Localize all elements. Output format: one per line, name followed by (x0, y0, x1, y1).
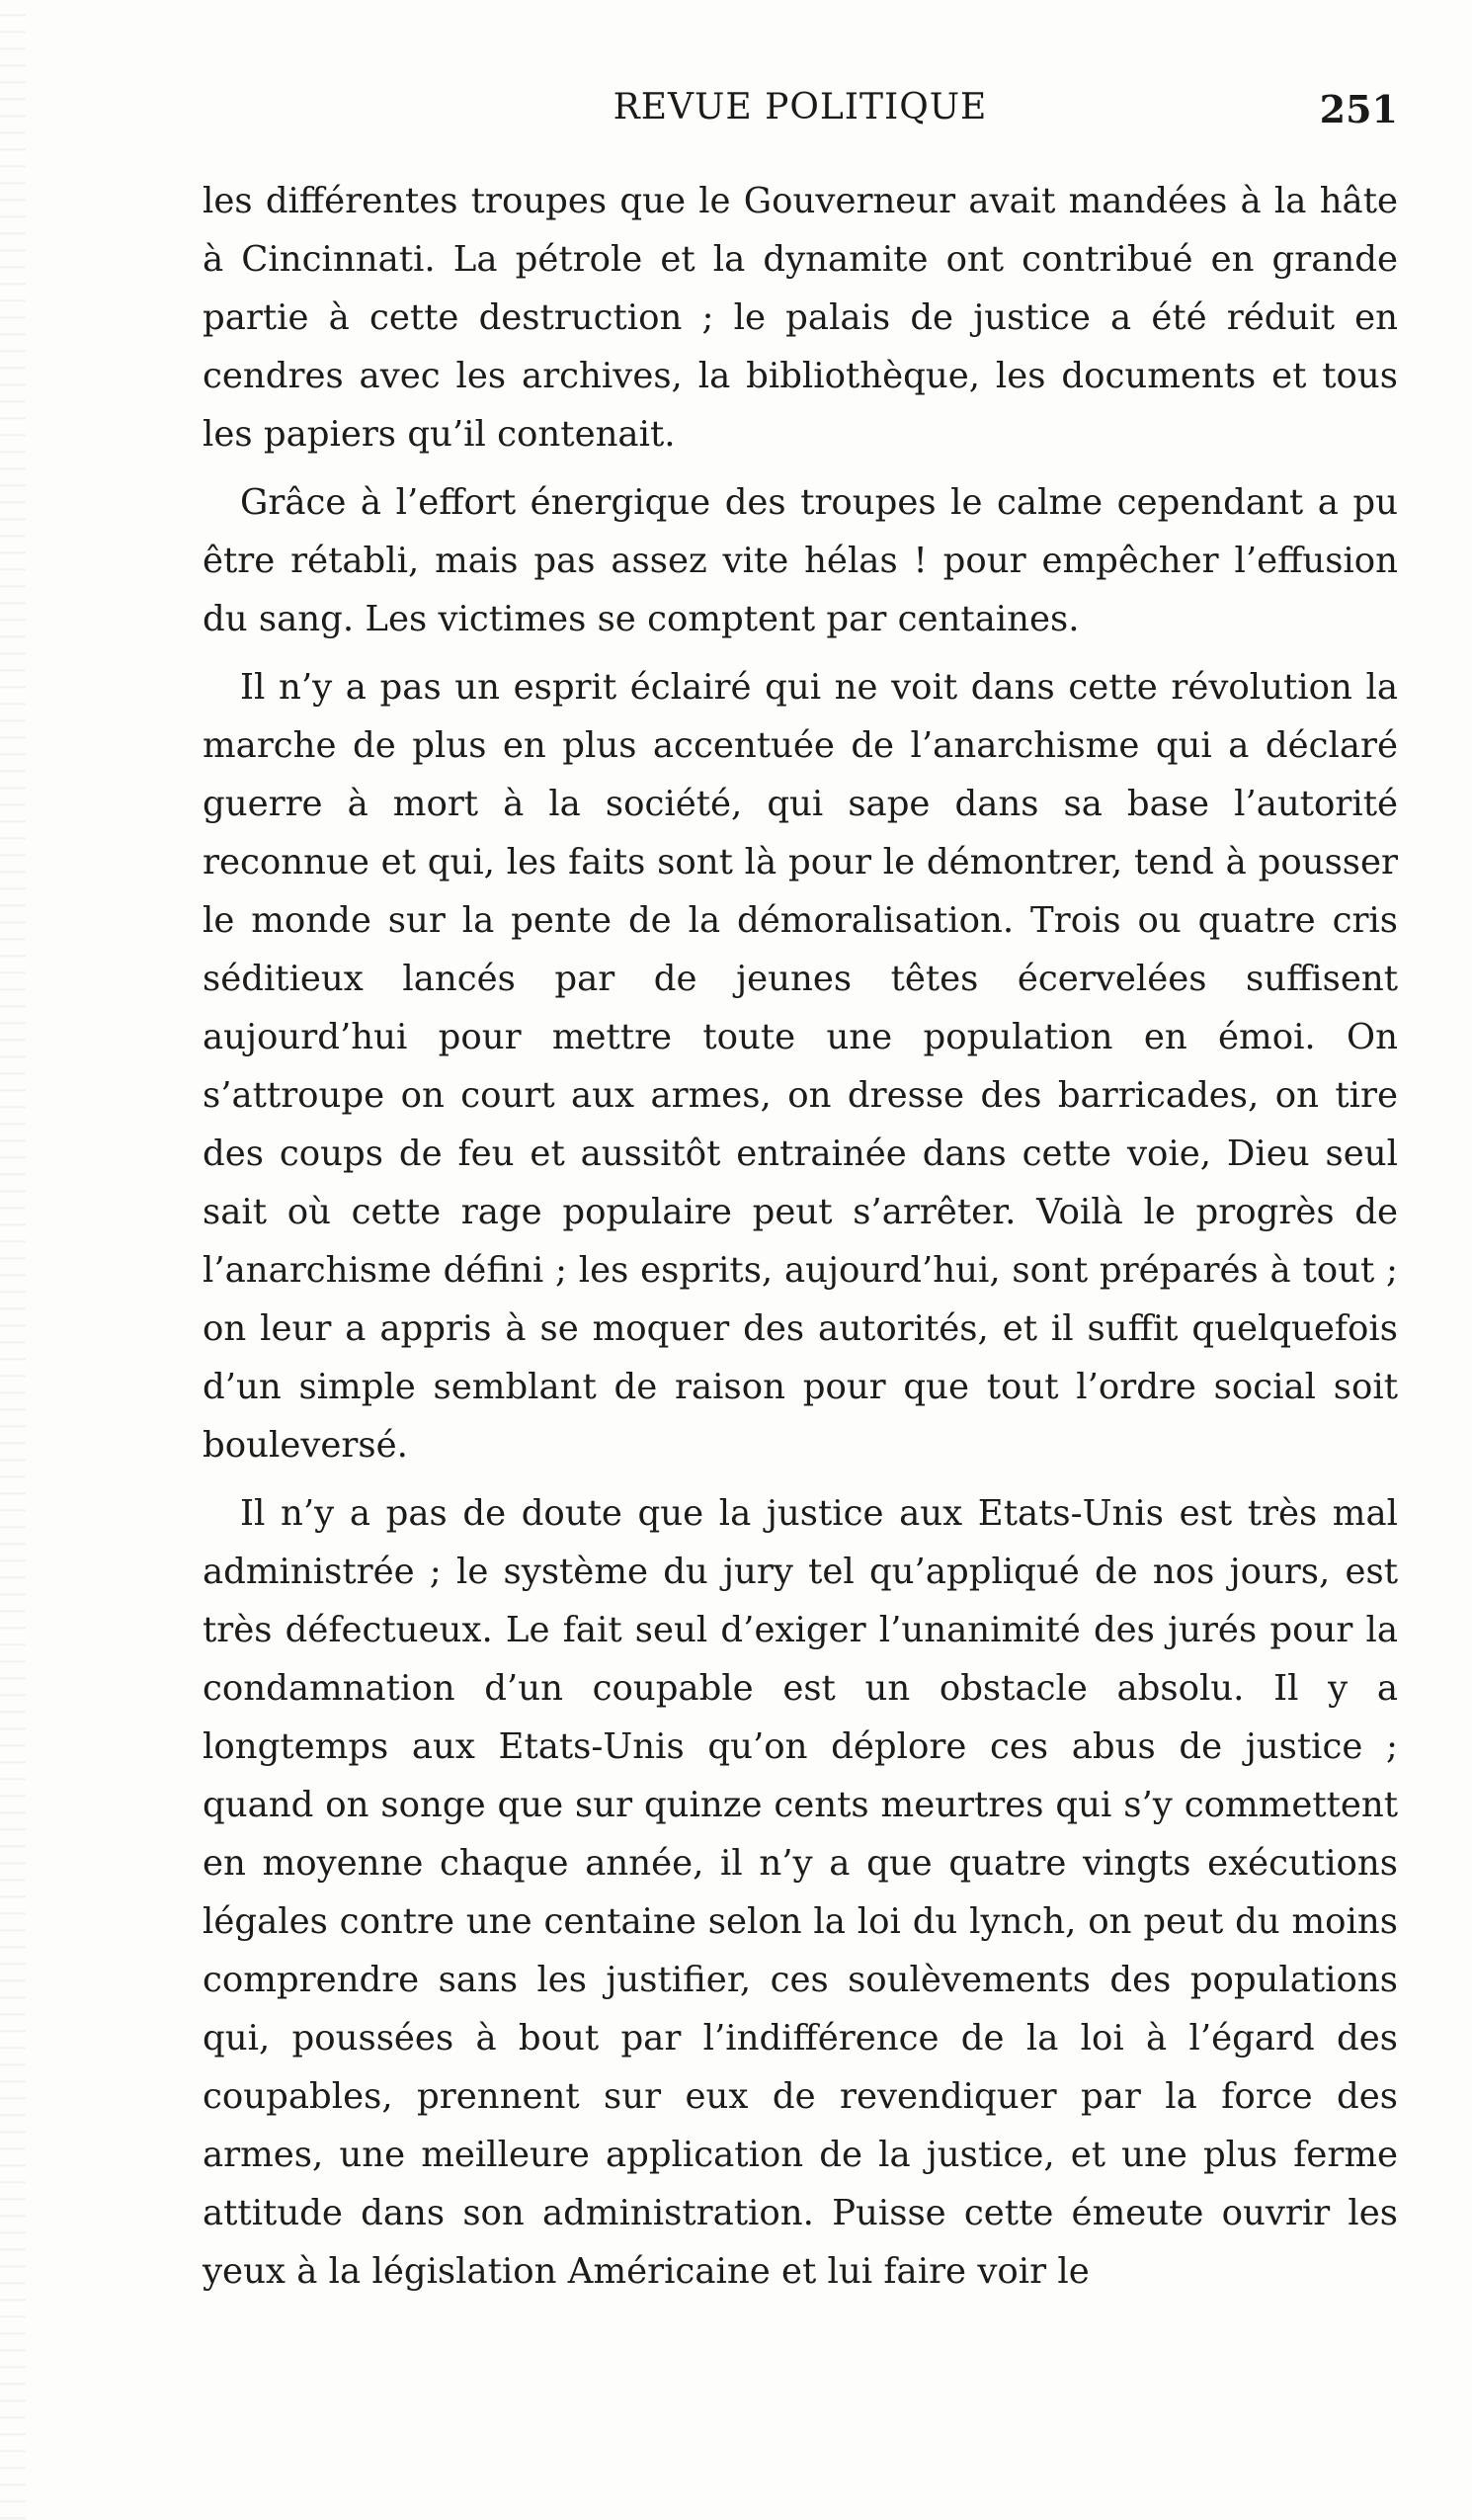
running-head (203, 87, 1398, 146)
body-text (203, 172, 1398, 2301)
page-number: 251 (1319, 87, 1398, 131)
paragraph-3: Il n’y a pas un esprit éclairé qui ne voit dans cette révolution la marche de plus en plus accentuée de l’anarchisme qui a déclaré guerre à mort à la société, qui sape dans sa base l’autorité reconnue et qui, les faits sont là pour le démontrer, tend à pousser le monde sur la pente de la démoralisation. Trois ou quatre cris séditieux lancés par de jeunes têtes écervelées suffisent aujourd’hui pour mettre toute une population en émoi. On s’attroupe on court aux armes, on dresse des barricades, on tire des coups de feu et aussitôt entrainée dans cette voie, Dieu seul sait où cette rage populaire peut s’arrêter. Voilà le progrès de l’anarchisme défini ; les esprits, aujourd’hui, sont préparés à tout ; on leur a appris à se moquer des autorités, et il suffit quelquefois d’un simple semblant de raison pour que tout l’ordre social soit bouleversé. (203, 667, 1398, 1466)
paragraph-2: Grâce à l’effort énergique des troupes le calme cependant a pu être rétabli, mais pas assez vite hélas ! pour empêcher l’effusion du sang. Les victimes se comptent par centaines. (203, 482, 1398, 639)
paragraph-4: Il n’y a pas de doute que la justice aux Etats-Unis est très mal administrée ; le système du jury tel qu’appliqué de nos jours, est très défectueux. Le fait seul d’exiger l’unanimité des jurés pour la condamnation d’un coupable est un obstacle absolu. Il y a longtemps aux Etats-Unis qu’on déplore ces abus de justice ; quand on songe que sur quinze cents meurtres qui s’y commettent en moyenne chaque année, il n’y a que quatre vingts exécutions légales contre une centaine selon la loi du lynch, on peut du moins comprendre sans les justifier, ces soulèvements des populations qui, poussées à bout par l’indifférence de la loi à l’égard des coupables, prennent sur eux de revendiquer par la force des armes, une meilleure application de la justice, et une plus ferme attitude dans son administration. Puisse cette émeute ouvrir les yeux à la législation Américaine et lui faire voir le (203, 1493, 1398, 2292)
paragraph-1: les différentes troupes que le Gouverneur avait mandées à la hâte à Cincinnati. La pétrole et la dynamite ont contribué en grande partie à cette destruction ; le palais de justice a été réduit en cendres avec les archives, la bibliothèque, les documents et tous les papiers qu’il contenait. (203, 181, 1398, 455)
running-title: REVUE POLITIQUE (613, 87, 988, 127)
scan-edge (0, 0, 26, 2520)
